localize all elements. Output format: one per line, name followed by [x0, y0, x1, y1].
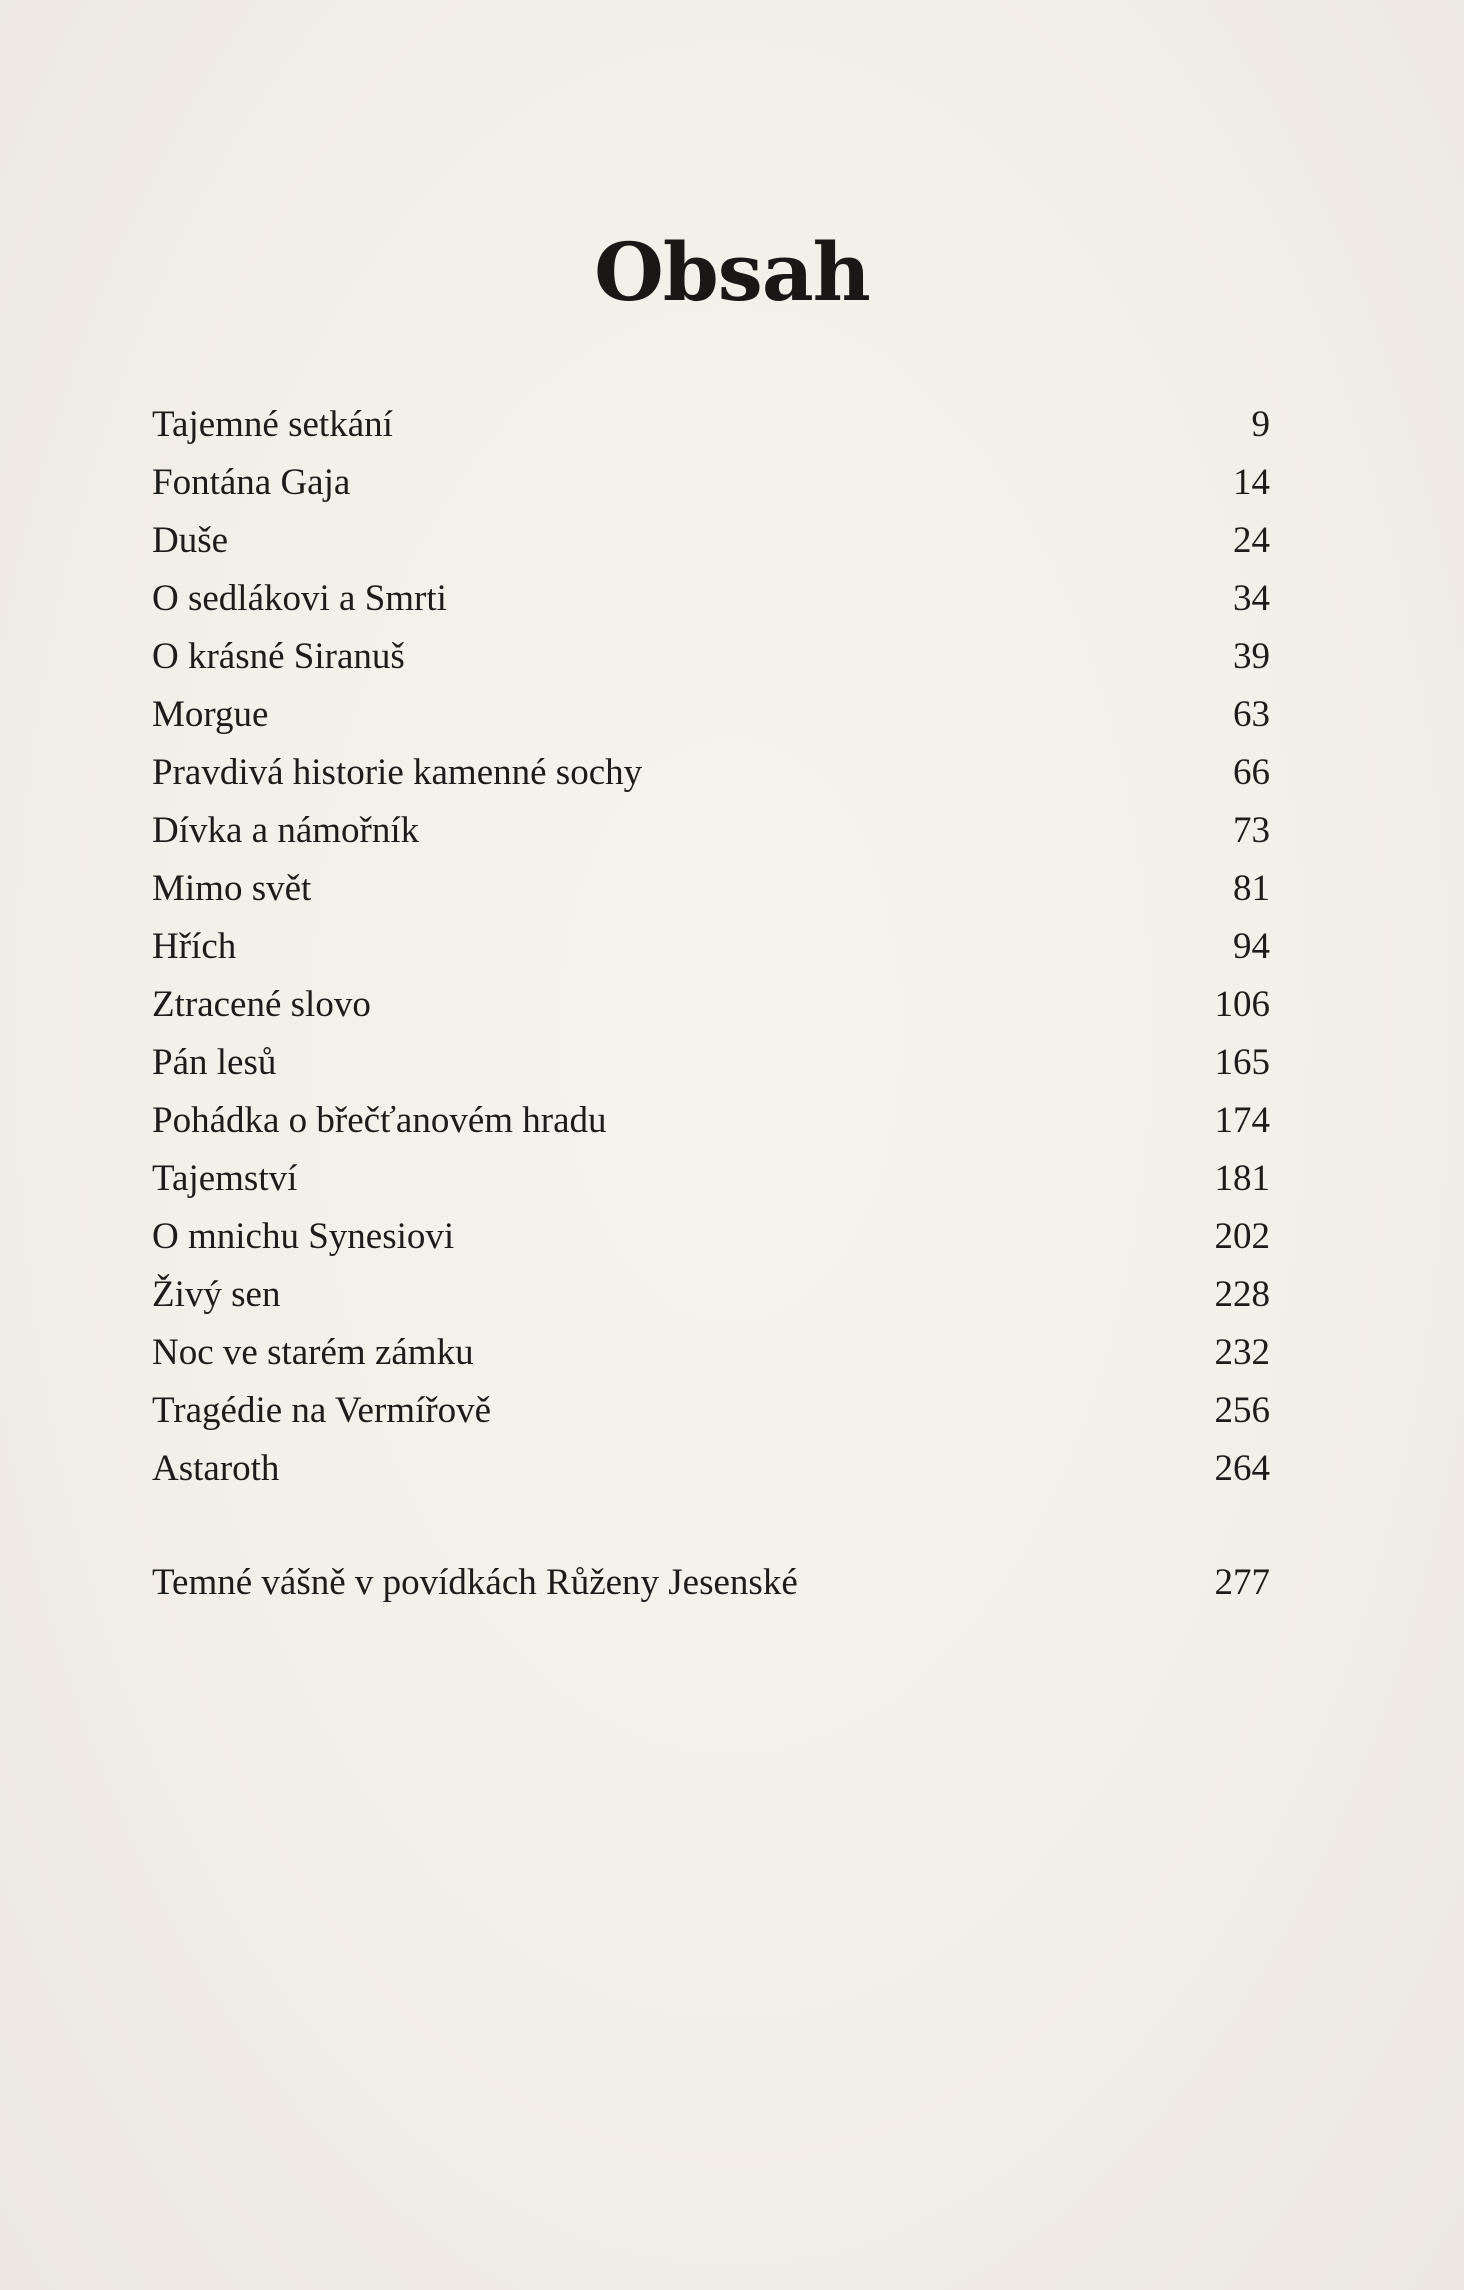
toc-entry-page: 66: [1233, 752, 1270, 793]
toc-entry: [152, 1324, 1270, 1382]
toc-entry-title: Dívka a námořník: [152, 810, 420, 851]
toc-entry-page: 14: [1233, 462, 1270, 503]
toc-entry-page: 232: [1214, 1332, 1270, 1373]
toc-entry-title: Tajemné setkání: [152, 404, 393, 445]
toc-entry-title: Mimo svět: [152, 868, 312, 909]
toc-entry: [152, 1150, 1270, 1208]
toc-entry-page: 106: [1214, 984, 1270, 1025]
toc-entry-title: Tajemství: [152, 1158, 298, 1199]
toc-entry-page: 264: [1214, 1448, 1270, 1489]
toc-entry: [152, 628, 1270, 686]
toc-entry: [152, 1382, 1270, 1440]
toc-entry-title: Pohádka o břečťanovém hradu: [152, 1100, 607, 1141]
toc-entry-page: 24: [1233, 520, 1270, 561]
toc-entry-title: Noc ve starém zámku: [152, 1332, 474, 1373]
toc-entry: [152, 802, 1270, 860]
toc-entry-page: 81: [1233, 868, 1270, 909]
toc-entry-page: 181: [1214, 1158, 1270, 1199]
toc-entry-page: 202: [1214, 1216, 1270, 1257]
toc-entry-page: 9: [1251, 404, 1270, 445]
toc-entry: [152, 686, 1270, 744]
toc-entry: [152, 1034, 1270, 1092]
toc-entry: [152, 454, 1270, 512]
toc-entry: [152, 570, 1270, 628]
toc-entry-page: 174: [1214, 1100, 1270, 1141]
toc-entry: [152, 744, 1270, 802]
toc-entry-page: 34: [1233, 578, 1270, 619]
toc-entry-title: Duše: [152, 520, 229, 561]
toc-entry-title: Pravdivá historie kamenné sochy: [152, 752, 643, 793]
toc-entry-title: O mnichu Synesiovi: [152, 1216, 455, 1257]
toc-entry: [152, 860, 1270, 918]
toc-entry: [152, 976, 1270, 1034]
toc-entry-title: Temné vášně v povídkách Růženy Jesenské: [152, 1562, 798, 1603]
toc-entry-page: 165: [1214, 1042, 1270, 1083]
toc-entry-title: O krásné Siranuš: [152, 636, 405, 677]
toc-entry-title: Ztracené slovo: [152, 984, 371, 1025]
toc-entry-page: 94: [1233, 926, 1270, 967]
toc-entry-title: Tragédie na Vermířově: [152, 1390, 492, 1431]
toc-entry: [152, 512, 1270, 570]
table-of-contents: [152, 396, 1270, 1612]
toc-entry-page: 39: [1233, 636, 1270, 677]
toc-entry: [152, 918, 1270, 976]
toc-entry-page: 277: [1214, 1562, 1270, 1603]
toc-entry: [152, 396, 1270, 454]
toc-entry: [152, 1266, 1270, 1324]
toc-entry-title: Fontána Gaja: [152, 462, 351, 503]
toc-entry-title: O sedlákovi a Smrti: [152, 578, 447, 619]
toc-afterword-entry: [152, 1554, 1270, 1612]
toc-entry: [152, 1440, 1270, 1498]
toc-entry-page: 228: [1214, 1274, 1270, 1315]
toc-entry-title: Astaroth: [152, 1448, 280, 1489]
toc-entry-title: Hřích: [152, 926, 237, 967]
toc-entry-page: 63: [1233, 694, 1270, 735]
toc-entry-title: Živý sen: [152, 1274, 281, 1315]
toc-entry-page: 73: [1233, 810, 1270, 851]
toc-entry: [152, 1208, 1270, 1266]
toc-entry-page: 256: [1214, 1390, 1270, 1431]
toc-entry-title: Morgue: [152, 694, 269, 735]
toc-entry-title: Pán lesů: [152, 1042, 277, 1083]
toc-entry: [152, 1092, 1270, 1150]
page-title: Obsah: [594, 224, 870, 319]
